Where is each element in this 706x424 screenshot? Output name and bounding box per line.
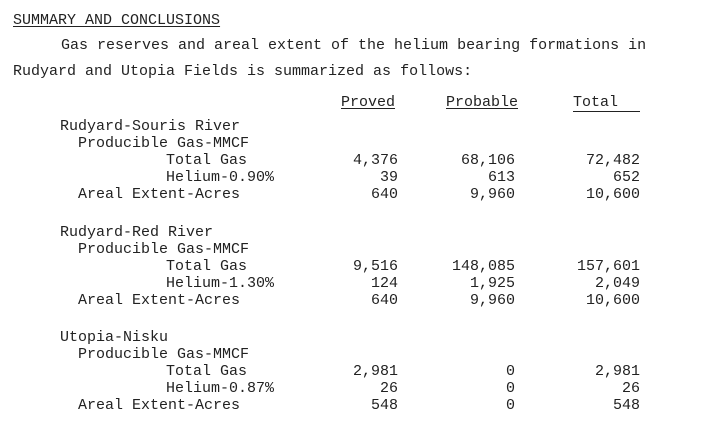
proved-value: 4,376 — [352, 152, 398, 169]
probable-value: 9,960 — [469, 186, 515, 203]
table-row — [0, 186, 706, 204]
column-header-total: Total — [573, 94, 619, 111]
total-value: 72,482 — [585, 152, 640, 169]
row-label: Total Gas — [166, 258, 248, 275]
row-label: Areal Extent-Acres — [78, 186, 241, 203]
section-subtitle: Producible Gas-MMCF — [78, 241, 250, 258]
proved-value: 124 — [370, 275, 398, 292]
section-subtitle: Producible Gas-MMCF — [78, 135, 250, 152]
probable-value: 9,960 — [469, 292, 515, 309]
table-row — [0, 275, 706, 293]
row-label: Helium-0.87% — [166, 380, 275, 397]
proved-value: 640 — [370, 186, 398, 203]
section-subtitle: Producible Gas-MMCF — [78, 346, 250, 363]
row-label: Helium-1.30% — [166, 275, 275, 292]
probable-value: 148,085 — [451, 258, 515, 275]
proved-value: 39 — [379, 169, 398, 186]
probable-value: 0 — [505, 380, 515, 397]
total-value: 26 — [621, 380, 640, 397]
table-row — [0, 380, 706, 398]
table-row — [0, 258, 706, 276]
section-title: Rudyard-Red River — [60, 224, 214, 241]
total-header-rule — [573, 111, 640, 112]
proved-value: 640 — [370, 292, 398, 309]
probable-value: 0 — [505, 363, 515, 380]
proved-value: 9,516 — [352, 258, 398, 275]
probable-value: 1,925 — [469, 275, 515, 292]
total-value: 2,049 — [594, 275, 640, 292]
table-row — [0, 363, 706, 381]
section-title: Rudyard-Souris River — [60, 118, 241, 135]
table-row — [0, 292, 706, 310]
proved-value: 548 — [370, 397, 398, 414]
table-row — [0, 169, 706, 187]
proved-value: 2,981 — [352, 363, 398, 380]
section-heading: SUMMARY AND CONCLUSIONS — [13, 12, 221, 29]
row-label: Total Gas — [166, 152, 248, 169]
total-value: 652 — [612, 169, 640, 186]
intro-line-1: Gas reserves and areal extent of the helium bearing formations in — [61, 37, 647, 54]
total-value: 2,981 — [594, 363, 640, 380]
section-title: Utopia-Nisku — [60, 329, 169, 346]
total-value: 10,600 — [585, 292, 640, 309]
row-label: Areal Extent-Acres — [78, 397, 241, 414]
total-value: 548 — [612, 397, 640, 414]
column-header-probable: Probable — [446, 94, 519, 111]
probable-value: 613 — [487, 169, 515, 186]
table-row — [0, 397, 706, 415]
probable-value: 68,106 — [460, 152, 515, 169]
row-label: Total Gas — [166, 363, 248, 380]
total-value: 10,600 — [585, 186, 640, 203]
proved-value: 26 — [379, 380, 398, 397]
total-value: 157,601 — [576, 258, 640, 275]
probable-value: 0 — [505, 397, 515, 414]
row-label: Areal Extent-Acres — [78, 292, 241, 309]
table-row — [0, 152, 706, 170]
row-label: Helium-0.90% — [166, 169, 275, 186]
intro-line-2: Rudyard and Utopia Fields is summarized as follows: — [13, 63, 473, 80]
column-header-proved: Proved — [341, 94, 396, 111]
